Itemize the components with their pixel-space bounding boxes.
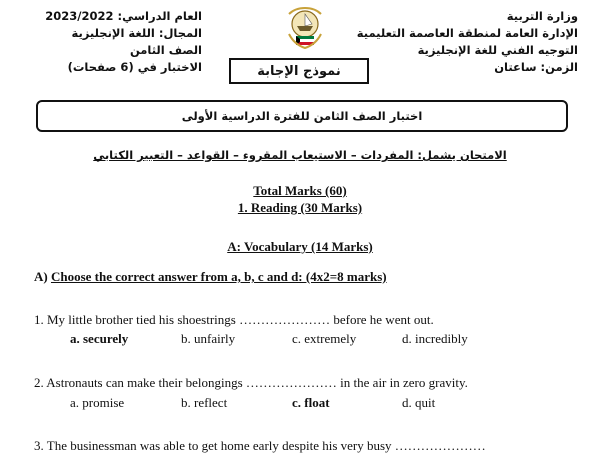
q2-option-c: c. float <box>292 395 330 410</box>
exam-info-header <box>32 8 202 76</box>
instruction-prefix: A) <box>34 269 51 284</box>
q2-option-a: a. promise <box>70 395 125 410</box>
instruction <box>34 269 387 285</box>
instruction-text: Choose the correct answer from a, b, c and d: (4x2=8 marks) <box>50 269 387 284</box>
ministry-line-2: الإدارة العامة لمنطقة العاصمة التعليمية <box>356 26 578 40</box>
academic-year: العام الدراسي: 2023/2022 <box>45 9 202 23</box>
page-count: الاختبار في (6 صفحات) <box>67 60 202 74</box>
exam-title: اختبار الصف الثامن للفترة الدراسية الأولى <box>181 109 423 123</box>
answer-model-label: نموذج الإجابة <box>257 63 341 79</box>
q2-option-d: d. quit <box>402 395 436 410</box>
section-reading: 1. Reading (30 Marks) <box>237 200 363 215</box>
question-1: 1. My little brother tied his shoestrings ………………… before he went out. <box>34 312 434 327</box>
q1-option-a: a. securely <box>70 331 129 346</box>
ministry-line-1: وزارة التربية <box>506 9 578 23</box>
question-2: 2. Astronauts can make their belongings ………………… in the air in zero gravity. <box>34 375 468 390</box>
answer-model-box <box>229 58 369 84</box>
grade-level: الصف الثامن <box>129 43 202 57</box>
q1-option-c: c. extremely <box>292 331 357 346</box>
question-3: 3. The businessman was able to get home early despite his very busy ………………… <box>34 438 486 453</box>
kuwait-emblem-icon <box>283 4 327 50</box>
exam-duration: الزمن: ساعتان <box>494 60 578 74</box>
q1-option-b: b. unfairly <box>181 331 236 346</box>
exam-title-box <box>36 100 568 132</box>
q2-option-b: b. reflect <box>181 395 228 410</box>
exam-scope: الامتحان يشمل: المفردات – الاستيعاب المقروء – القواعد – التعبير الكتابي <box>93 148 507 162</box>
ministry-header <box>357 8 578 76</box>
subject-field: المجال: اللغة الإنجليزية <box>71 26 202 40</box>
ministry-line-3: التوجيه الفني للغة الإنجليزية <box>417 43 578 57</box>
total-marks: Total Marks (60) <box>253 183 347 198</box>
subsection-vocabulary: A: Vocabulary (14 Marks) <box>227 239 373 254</box>
q1-option-d: d. incredibly <box>402 331 468 346</box>
